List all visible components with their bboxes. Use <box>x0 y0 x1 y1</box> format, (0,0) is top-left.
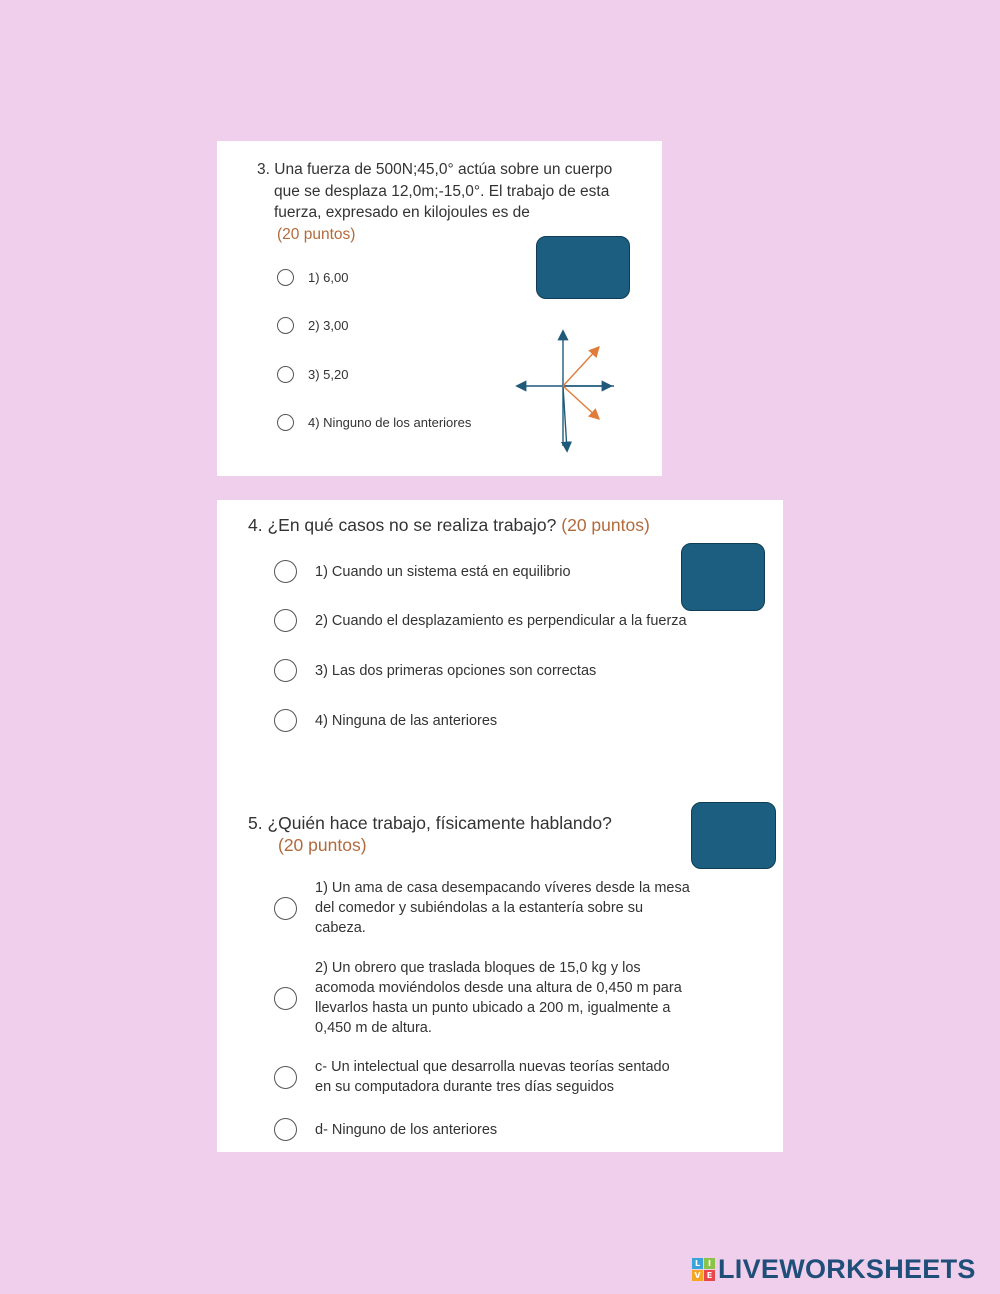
question-text-line: Una fuerza de 500N;45,0° actúa sobre un cuerpo <box>274 161 613 178</box>
option-q5-2[interactable] <box>274 958 760 1038</box>
points-label: (20 puntos) <box>277 225 356 243</box>
option-label: 1) Un ama de casa desempacando víveres desde la mesa del comedor y subiéndolas a la estantería sobre su cabeza. <box>315 880 690 936</box>
option-q5-1[interactable] <box>274 878 760 938</box>
displacement-vector <box>563 386 598 418</box>
force-vector <box>563 348 598 386</box>
option-q4-4[interactable] <box>274 709 497 732</box>
question-text-line: que se desplaza 12,0m;-15,0°. El trabajo de esta <box>274 182 610 200</box>
question-number: 3. <box>257 161 270 178</box>
logo-icon <box>692 1258 715 1281</box>
option-label: 1) Cuando un sistema está en equilibrio <box>315 563 571 580</box>
brand-name: LIVEWORKSHEETS <box>718 1254 976 1284</box>
question-4-text <box>248 514 650 536</box>
logo-letter: I <box>704 1258 715 1269</box>
points-label: (20 puntos) <box>278 835 367 855</box>
radio-button[interactable] <box>274 1118 297 1141</box>
option-q5-4[interactable] <box>274 1118 497 1141</box>
radio-button[interactable] <box>277 366 294 383</box>
option-label: d- Ninguno de los anteriores <box>315 1121 498 1138</box>
option-q3-2[interactable] <box>277 317 348 334</box>
option-q3-3[interactable] <box>277 366 348 383</box>
question-3-text <box>257 159 612 245</box>
option-q5-3[interactable] <box>274 1057 760 1097</box>
liveworksheets-logo[interactable] <box>692 1254 976 1285</box>
option-label: 4) Ninguna de las anteriores <box>315 712 498 729</box>
logo-letter: E <box>704 1270 715 1281</box>
question-text-line: fuerza, expresado en kilojoules es de <box>274 204 530 221</box>
answer-box-q5[interactable] <box>691 802 776 869</box>
option-label: 3) 5,20 <box>308 367 349 382</box>
radio-button[interactable] <box>274 609 297 632</box>
radio-button[interactable] <box>277 414 294 431</box>
option-q3-4[interactable] <box>277 414 471 431</box>
option-label: 2) Un obrero que traslada bloques de 15,0 kg y los acomoda moviéndolos desde una altura de 0,450 m para llevarlos hasta un punto ubicado a 200 m, igualmente a 0,450 m de altura. <box>315 960 682 1036</box>
radio-button[interactable] <box>274 659 297 682</box>
option-q4-2[interactable] <box>274 609 687 632</box>
radio-button[interactable] <box>274 1066 297 1089</box>
radio-button[interactable] <box>274 987 297 1010</box>
answer-box-q3[interactable] <box>536 236 630 299</box>
question-4-5-card <box>217 500 783 1152</box>
points-label: (20 puntos) <box>561 515 650 535</box>
radio-button[interactable] <box>274 897 297 920</box>
option-label: 1) 6,00 <box>308 270 349 285</box>
question-text: 5. ¿Quién hace trabajo, físicamente hablando? <box>248 813 612 833</box>
radio-button[interactable] <box>274 560 297 583</box>
option-label: c- Un intelectual que desarrolla nuevas teorías sentado en su computadora durante tres días seguidos <box>315 1059 670 1095</box>
radio-button[interactable] <box>274 709 297 732</box>
question-5-text <box>248 812 612 856</box>
option-q4-1[interactable] <box>274 560 571 583</box>
answer-box-q4[interactable] <box>681 543 765 611</box>
question-3-card <box>217 141 662 476</box>
option-label: 2) 3,00 <box>308 318 349 333</box>
option-label: 2) Cuando el desplazamiento es perpendicular a la fuerza <box>315 612 687 629</box>
option-label: 4) Ninguno de los anteriores <box>308 415 472 430</box>
option-q4-3[interactable] <box>274 659 596 682</box>
vector-diagram <box>514 326 619 456</box>
logo-letter: V <box>692 1270 703 1281</box>
radio-button[interactable] <box>277 317 294 334</box>
logo-letter: L <box>692 1258 703 1269</box>
option-q3-1[interactable] <box>277 269 348 286</box>
option-label: 3) Las dos primeras opciones son correctas <box>315 662 597 679</box>
question-text: 4. ¿En qué casos no se realiza trabajo? <box>248 515 557 535</box>
radio-button[interactable] <box>277 269 294 286</box>
